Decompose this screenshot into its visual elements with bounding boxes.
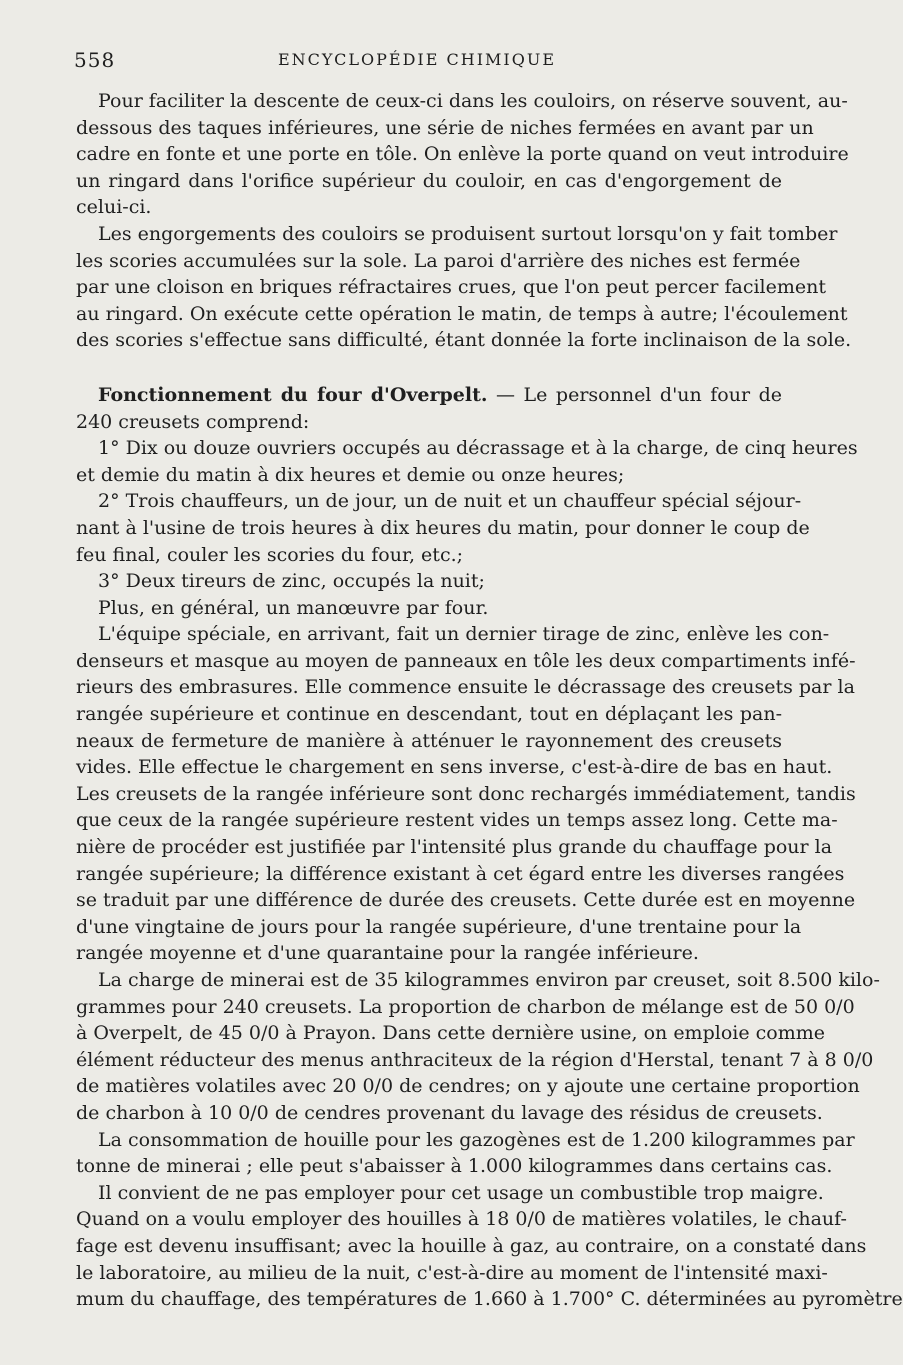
text-line: d'une vingtaine de jours pour la rangée supérieure, d'une trentaine pour la <box>76 915 802 938</box>
text-line: mum du chauffage, des températures de 1.660 à 1.700° C. déterminées au pyromètre <box>76 1288 903 1311</box>
text-line: grammes pour 240 creusets. La proportion de charbon de mélange est de 50 0/0 <box>76 995 855 1018</box>
text-line: denseurs et masque au moyen de panneaux en tôle les deux compartiments infé- <box>76 649 856 672</box>
text-line: des scories s'effectue sans difficulté, étant donnée la forte inclinaison de la sole. <box>76 329 852 352</box>
text-line: dessous des taques inférieures, une série de niches fermées en avant par un <box>76 116 814 139</box>
heading-continuation: — Le personnel d'un four de <box>487 383 782 406</box>
text-line: Il convient de ne pas employer pour cet usage un combustible trop maigre. <box>98 1181 824 1204</box>
text-line: rangée supérieure et continue en descendant, tout en déplaçant les pan- <box>76 703 782 726</box>
text-line: feu final, couler les scories du four, etc.; <box>76 543 464 566</box>
text-line: nant à l'usine de trois heures à dix heures du matin, pour donner le coup de <box>76 516 810 539</box>
text-line: cadre en fonte et une porte en tôle. On enlève la porte quand on veut introduire <box>76 143 849 166</box>
text-line: rieurs des embrasures. Elle commence ensuite le décrassage des creusets par la <box>76 676 855 699</box>
text-line: par une cloison en briques réfractaires crues, que l'on peut percer facilement <box>76 276 826 299</box>
text-line: tonne de minerai ; elle peut s'abaisser à 1.000 kilogrammes dans certains cas. <box>76 1155 833 1178</box>
running-title: ENCYCLOPÉDIE CHIMIQUE <box>277 50 557 69</box>
text-line: de matières volatiles avec 20 0/0 de cendres; on y ajoute une certaine proportion <box>76 1075 860 1098</box>
text-line: L'équipe spéciale, en arrivant, fait un dernier tirage de zinc, enlève les con- <box>98 623 830 646</box>
text-line: à Overpelt, de 45 0/0 à Prayon. Dans cette dernière usine, on emploie comme <box>76 1022 825 1045</box>
text-line: rangée moyenne et d'une quarantaine pour la rangée inférieure. <box>76 942 699 965</box>
text-line: Les creusets de la rangée inférieure sont donc rechargés immédiatement, tandis <box>76 782 856 805</box>
text-line: un ringard dans l'orifice supérieur du couloir, en cas d'engorgement de <box>76 169 782 192</box>
text-line: les scories accumulées sur la sole. La paroi d'arrière des niches est fermée <box>76 249 801 272</box>
text-line: rangée supérieure; la différence existant à cet égard entre les diverses rangées <box>76 862 845 885</box>
text-line: 1° Dix ou douze ouvriers occupés au décrassage et à la charge, de cinq heures <box>98 437 858 460</box>
text-line: Les engorgements des couloirs se produisent surtout lorsqu'on y fait tomber <box>98 222 838 245</box>
section-gap <box>76 354 782 382</box>
text-line: Pour faciliter la descente de ceux-ci dans les couloirs, on réserve souvent, au- <box>98 90 848 112</box>
text-line: 240 creusets comprend: <box>76 410 310 433</box>
section-heading: Fonctionnement du four d'Overpelt. <box>98 383 488 406</box>
text-line: vides. Elle effectue le chargement en sens inverse, c'est-à-dire de bas en haut. <box>76 756 833 779</box>
body-text <box>76 88 903 1313</box>
text-line: que ceux de la rangée supérieure restent vides un temps assez long. Cette ma- <box>76 809 838 832</box>
text-line: celui-ci. <box>76 196 152 219</box>
text-line: neaux de fermeture de manière à atténuer le rayonnement des creusets <box>76 729 782 752</box>
text-line: 2° Trois chauffeurs, un de jour, un de nuit et un chauffeur spécial séjour- <box>98 490 802 513</box>
text-line: au ringard. On exécute cette opération le matin, de temps à autre; l'écoulement <box>76 302 848 325</box>
text-line: le laboratoire, au milieu de la nuit, c'est-à-dire au moment de l'intensité maxi- <box>76 1261 828 1284</box>
text-line: Quand on a voulu employer des houilles à 18 0/0 de matières volatiles, le chauf- <box>76 1208 847 1231</box>
page-number: 558 <box>74 48 116 72</box>
section-heading-line <box>76 382 782 409</box>
text-line: fage est devenu insuffisant; avec la houille à gaz, au contraire, on a constaté dans <box>76 1234 867 1257</box>
text-line: Plus, en général, un manœuvre par four. <box>98 596 489 619</box>
text-line: La charge de minerai est de 35 kilogrammes environ par creuset, soit 8.500 kilo- <box>98 969 880 991</box>
text-line: se traduit par une différence de durée des creusets. Cette durée est en moyenne <box>76 889 856 912</box>
text-line: et demie du matin à dix heures et demie ou onze heures; <box>76 463 625 486</box>
page-header <box>74 48 760 74</box>
text-line: La consommation de houille pour les gazogènes est de 1.200 kilogrammes par <box>98 1128 855 1151</box>
text-line: élément réducteur des menus anthraciteux de la région d'Herstal, tenant 7 à 8 0/0 <box>76 1048 874 1071</box>
text-line: 3° Deux tireurs de zinc, occupés la nuit; <box>98 570 485 593</box>
text-line: de charbon à 10 0/0 de cendres provenant du lavage des résidus de creusets. <box>76 1101 823 1124</box>
text-line: nière de procéder est justifiée par l'intensité plus grande du chauffage pour la <box>76 836 833 859</box>
